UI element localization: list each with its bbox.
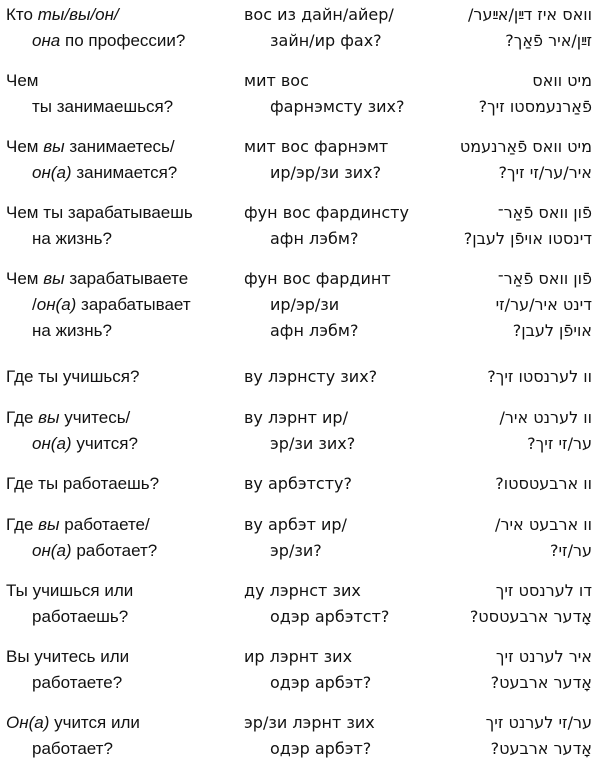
russian-line xyxy=(6,94,246,120)
russian-line xyxy=(6,644,246,670)
yiddish-line: דינט איר/ער/זי xyxy=(495,295,592,314)
transliteration-line: фун вос фардинсту xyxy=(244,203,409,222)
phrase-text: / xyxy=(32,295,37,314)
phrase-text: Чем xyxy=(6,137,44,156)
transliteration-line: фарнэмсту зих? xyxy=(270,97,405,116)
yiddish-line: וו לערנט איר/ xyxy=(499,408,592,427)
yiddish-line: פֿאַרנעמסטו זיך? xyxy=(478,97,592,116)
yiddish-line: דינסטו אויפֿן לעבן? xyxy=(463,229,592,248)
russian-phrase xyxy=(6,134,246,186)
russian-line xyxy=(6,670,246,696)
transliteration-line: фун вос фардинт xyxy=(244,269,391,288)
russian-phrase xyxy=(6,364,246,390)
phrase-text: зарабатывает xyxy=(76,295,191,314)
yiddish-phrase xyxy=(424,200,592,252)
transliteration-line: ир/эр/зи зих? xyxy=(270,163,382,182)
russian-line xyxy=(6,2,246,28)
phrase-text: занимаетесь/ xyxy=(64,137,175,156)
pronoun-text: он(а) xyxy=(36,295,77,314)
phrase-text: учитесь/ xyxy=(59,408,131,427)
phrase-text: на жизнь? xyxy=(32,229,112,248)
pronoun-text: вы xyxy=(43,137,65,156)
phrase-text: работает? xyxy=(32,739,113,758)
russian-line xyxy=(6,266,246,292)
phrase-text: на жизнь? xyxy=(32,321,112,340)
phrase-text: Чем ты зарабатываешь xyxy=(6,203,193,222)
phrase-text: Где xyxy=(6,515,39,534)
yiddish-phrase xyxy=(424,134,592,186)
yiddish-line: ער/זי לערנט זיך xyxy=(485,713,592,732)
yiddish-line: פֿון וואס פֿאַר־ xyxy=(497,269,592,288)
yiddish-line: מיט וואס xyxy=(532,71,592,90)
yiddish-line: איר/ער/זי זיך? xyxy=(498,163,592,182)
russian-line xyxy=(6,604,246,630)
phrase-text: работаете/ xyxy=(59,515,150,534)
russian-line xyxy=(6,200,246,226)
yiddish-line: אויפֿן לעבן? xyxy=(512,321,592,340)
russian-line xyxy=(6,292,246,318)
transliteration-line: эр/зи лэрнт зих xyxy=(244,713,375,732)
russian-line xyxy=(6,134,246,160)
russian-line xyxy=(6,431,246,457)
russian-phrase xyxy=(6,405,246,457)
yiddish-phrase xyxy=(424,2,592,54)
yiddish-line: וו ארבעטסטו? xyxy=(495,474,592,493)
russian-phrase xyxy=(6,710,246,762)
phrase-text: работает? xyxy=(71,541,158,560)
yiddish-phrase xyxy=(424,364,592,390)
yiddish-line: דו לערנסט זיך xyxy=(495,581,592,600)
pronoun-text: она xyxy=(32,31,61,50)
phrase-text: Кто xyxy=(6,5,38,24)
russian-phrase xyxy=(6,2,246,54)
yiddish-phrase xyxy=(424,644,592,696)
russian-phrase xyxy=(6,266,246,344)
yiddish-line: אָדער ארבעט? xyxy=(490,739,592,758)
russian-phrase xyxy=(6,68,246,120)
transliteration-line: мит вос фарнэмт xyxy=(244,137,389,156)
russian-line xyxy=(6,68,246,94)
phrase-text: Где ты учишься? xyxy=(6,367,140,386)
russian-line xyxy=(6,405,246,431)
russian-line xyxy=(6,28,246,54)
transliteration-line: ву арбэт ир/ xyxy=(244,515,347,534)
yiddish-phrase xyxy=(424,578,592,630)
transliteration-line: афн лэбм? xyxy=(270,321,359,340)
phrase-text: по профессии? xyxy=(60,31,186,50)
russian-phrase xyxy=(6,644,246,696)
phrase-text: учится или xyxy=(49,713,140,732)
yiddish-line: אָדער ארבעט? xyxy=(490,673,592,692)
phrase-text: учится? xyxy=(71,434,138,453)
pronoun-text: он(а) xyxy=(32,163,72,182)
yiddish-phrase xyxy=(424,471,592,497)
transliteration-line: ир/эр/зи xyxy=(270,295,340,314)
transliteration-line: ир лэрнт зих xyxy=(244,647,353,666)
transliteration-line: ву лэрнт ир/ xyxy=(244,408,348,427)
transliteration-line: ву арбэтсту? xyxy=(244,474,352,493)
yiddish-line: ער/זי? xyxy=(549,541,592,560)
yiddish-line: אָדער ארבעטסט? xyxy=(469,607,592,626)
russian-phrase xyxy=(6,200,246,252)
phrase-text: работаете? xyxy=(32,673,123,692)
yiddish-line: פֿון וואס פֿאַר־ xyxy=(497,203,592,222)
transliteration-line: мит вос xyxy=(244,71,309,90)
pronoun-text: ты/вы/он/ xyxy=(37,5,119,24)
russian-phrase xyxy=(6,578,246,630)
yiddish-phrase xyxy=(424,68,592,120)
russian-phrase xyxy=(6,512,246,564)
russian-line xyxy=(6,471,246,497)
phrase-text: Чем xyxy=(6,269,44,288)
transliteration-line: ву лэрнсту зих? xyxy=(244,367,378,386)
yiddish-phrase xyxy=(424,266,592,344)
phrase-text: работаешь? xyxy=(32,607,129,626)
russian-line xyxy=(6,512,246,538)
russian-line xyxy=(6,710,246,736)
russian-phrase xyxy=(6,471,246,497)
russian-line xyxy=(6,160,246,186)
transliteration-line: одэр арбэтст? xyxy=(270,607,390,626)
yiddish-line: וו ארבעט איר/ xyxy=(495,515,592,534)
phrase-text: Где ты работаешь? xyxy=(6,474,160,493)
phrase-text: Чем xyxy=(6,71,39,90)
yiddish-line: מיט וואס פֿאַרנעמט xyxy=(459,137,592,156)
transliteration-line: афн лэбм? xyxy=(270,229,359,248)
yiddish-phrase xyxy=(424,512,592,564)
yiddish-line: ער/זי זיך? xyxy=(527,434,592,453)
yiddish-phrase xyxy=(424,405,592,457)
russian-line xyxy=(6,538,246,564)
yiddish-line: זײַן/איר פֿאַך? xyxy=(505,31,592,50)
yiddish-line: וו לערנסטו זיך? xyxy=(487,367,592,386)
pronoun-text: Он(а) xyxy=(6,713,50,732)
transliteration-line: зайн/ир фах? xyxy=(270,31,382,50)
phrase-text: Вы учитесь или xyxy=(6,647,130,666)
transliteration-line: вос из дайн/айер/ xyxy=(244,5,394,24)
yiddish-line: איר לערנט זיך xyxy=(495,647,592,666)
phrase-text: Ты учишься или xyxy=(6,581,134,600)
yiddish-line: וואס איז דײַן/אײַער/ xyxy=(468,5,592,24)
transliteration-line: эр/зи зих? xyxy=(270,434,356,453)
phrase-text: зарабатываете xyxy=(64,269,189,288)
russian-line xyxy=(6,226,246,252)
russian-line xyxy=(6,318,246,344)
pronoun-text: вы xyxy=(38,515,60,534)
russian-line xyxy=(6,578,246,604)
transliteration-line: ду лэрнст зих xyxy=(244,581,361,600)
pronoun-text: он(а) xyxy=(32,434,72,453)
pronoun-text: вы xyxy=(43,269,65,288)
russian-line xyxy=(6,364,246,390)
phrase-text: ты занимаешься? xyxy=(32,97,174,116)
transliteration-line: одэр арбэт? xyxy=(270,673,372,692)
russian-line xyxy=(6,736,246,762)
phrase-text: Где xyxy=(6,408,39,427)
yiddish-phrase xyxy=(424,710,592,762)
transliteration-line: эр/зи? xyxy=(270,541,322,560)
pronoun-text: он(а) xyxy=(32,541,72,560)
pronoun-text: вы xyxy=(38,408,60,427)
transliteration-line: одэр арбэт? xyxy=(270,739,372,758)
phrase-text: занимается? xyxy=(71,163,178,182)
